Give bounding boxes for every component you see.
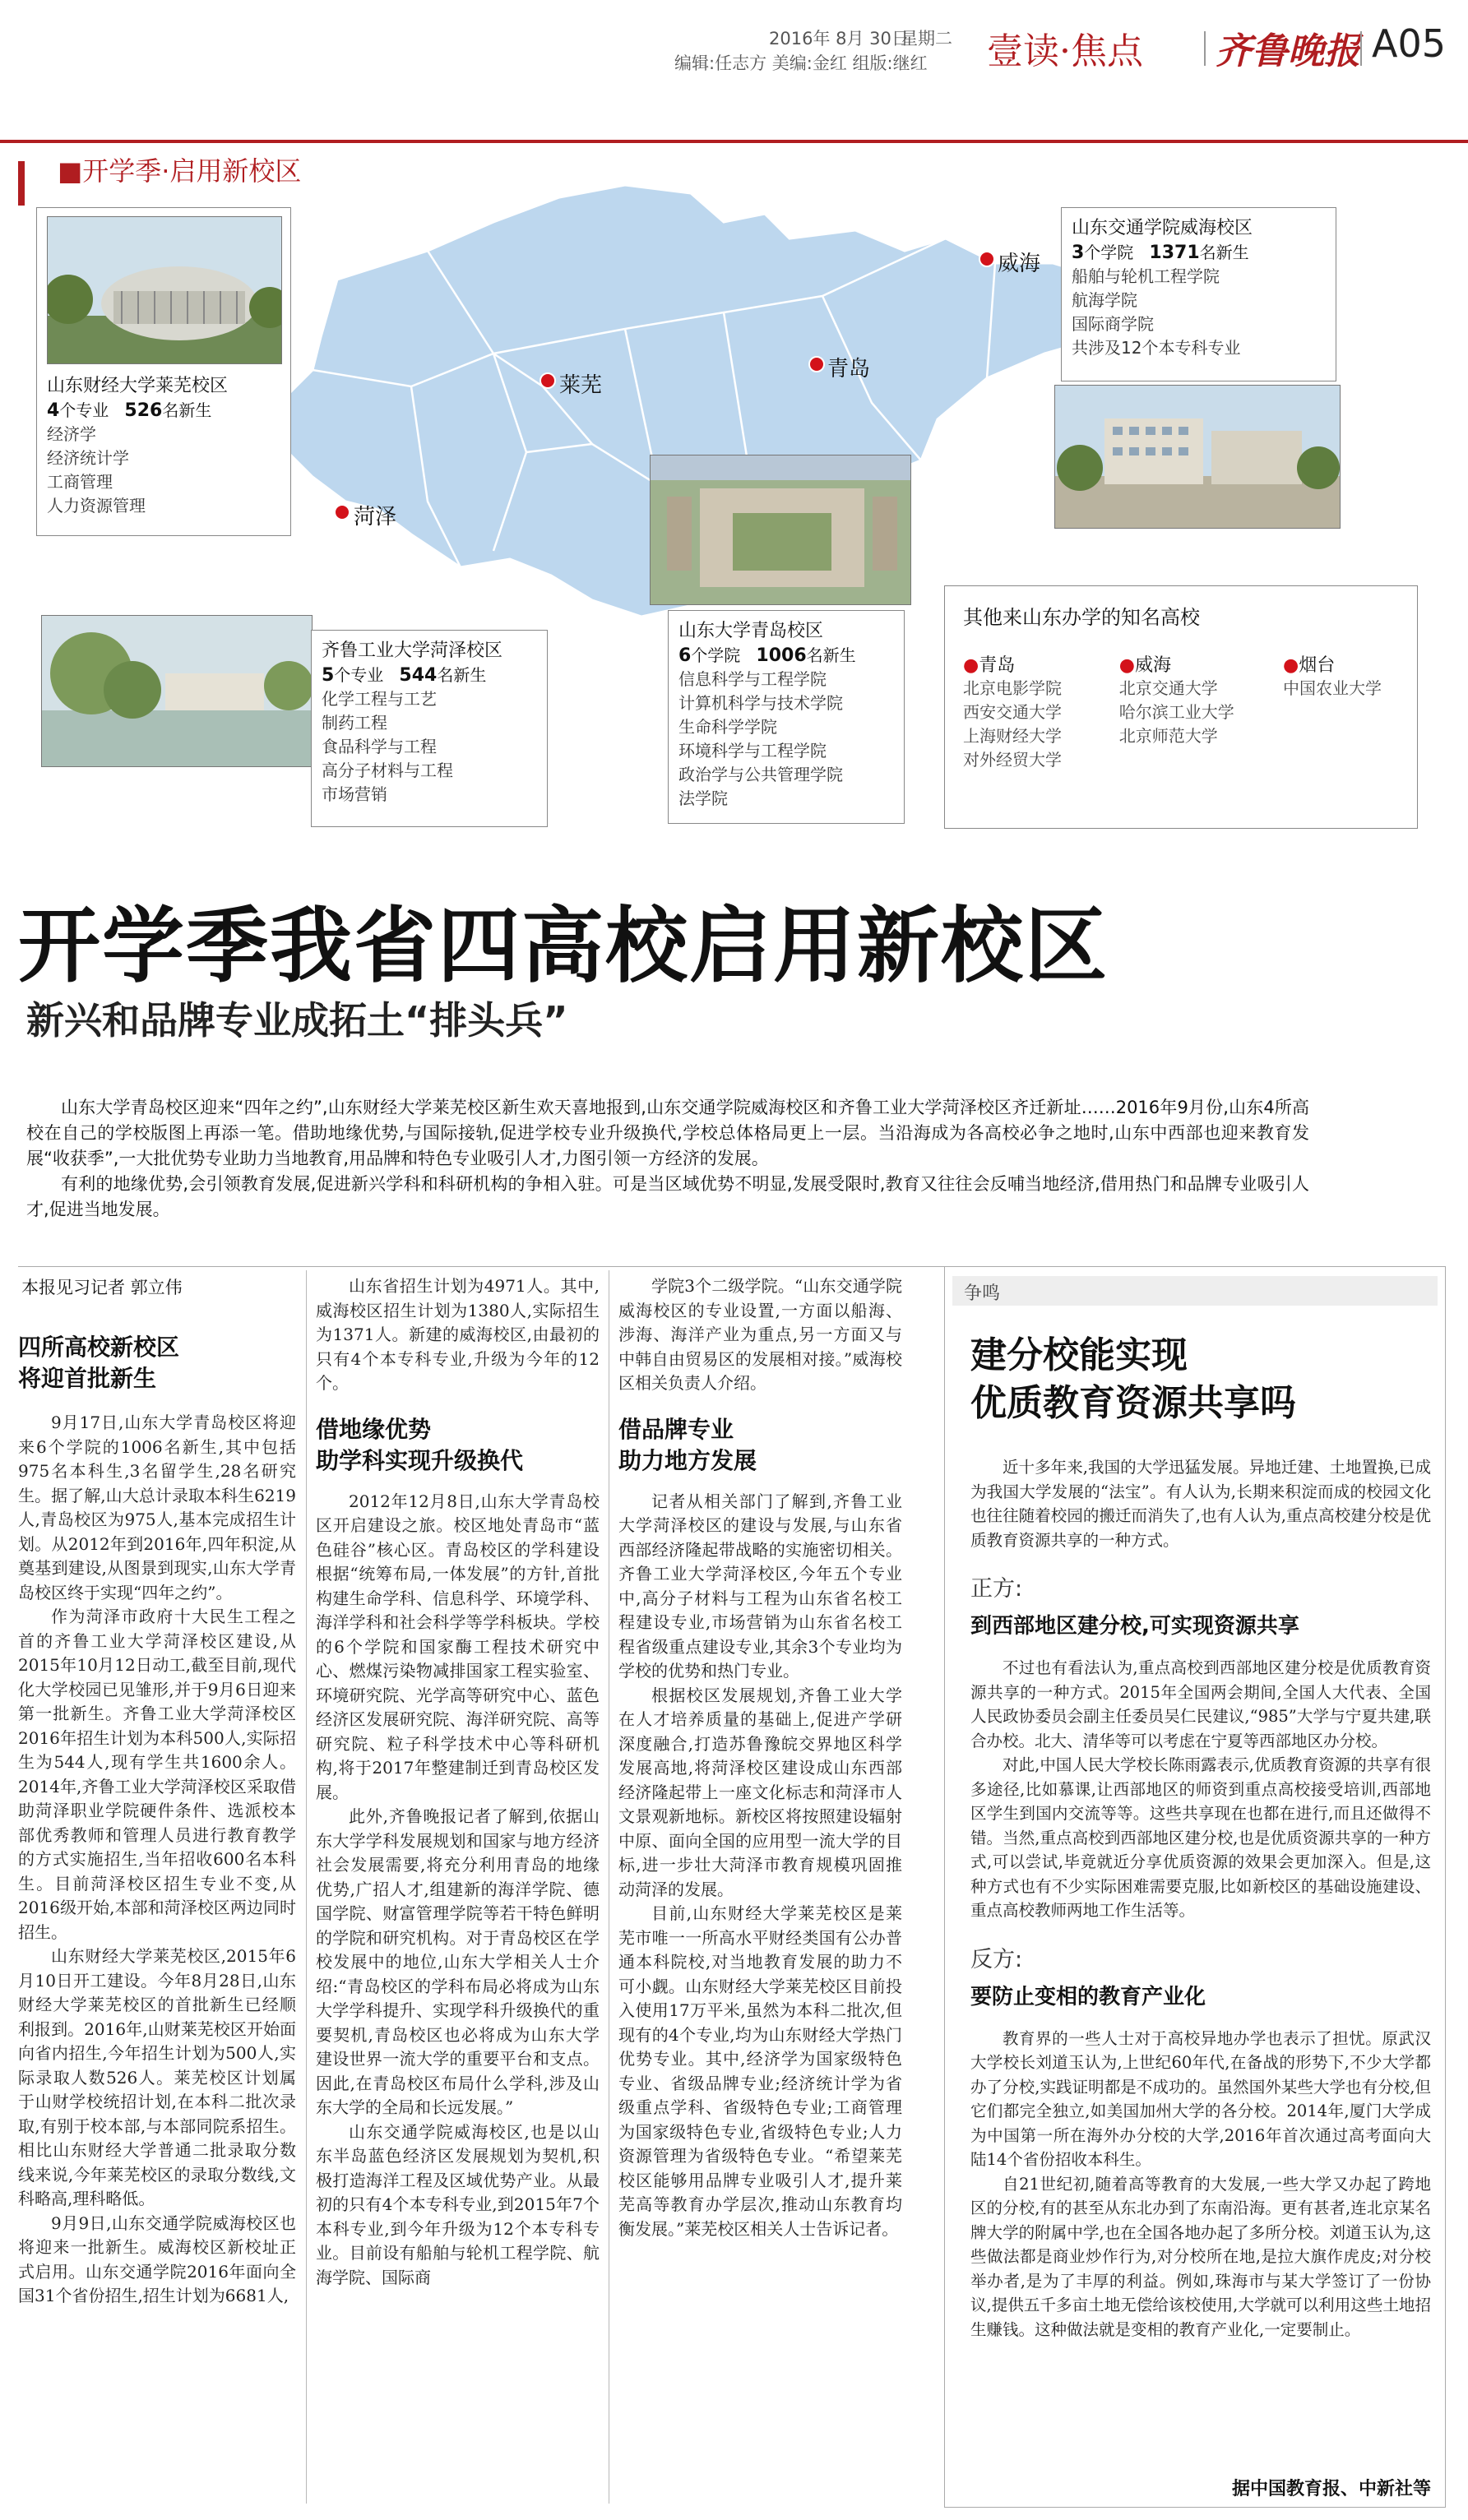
box-count-2: 526 [124, 400, 163, 421]
others-item: 哈尔滨工业大学 [1118, 702, 1234, 722]
column-heading: 借地缘优势 [316, 1415, 432, 1443]
section-title: 壹读·焦点 [987, 30, 1143, 72]
qingdao-campus-photo [650, 455, 911, 605]
others-title: 其他来山东办学的知名高校 [963, 606, 1200, 629]
paper-name: 齐鲁晚报 [1216, 30, 1360, 72]
body-paragraph: 目前,山东财经大学莱芜校区是莱芜市唯一一所高水平财经类国有公办普通本科院校,对当地教育发展的助力不可小觑。山东财经大学莱芜校区目前投入使用17万平米,虽然为本科二批次,但现有的4个专业,均为山东财经大学热门优势专业。其中,经济学为国家级特色专业、省级品牌专业;经济统计学为省级重点学科、省级特色专业;工商管理为国家级特色专业,省级特色专业;人力资源管理为省级特色专业。“希望莱芜校区能够用品牌专业吸引人才,提升莱芜高等教育办学层次,推动山东教育均衡发展。”莱芜校区相关人士告诉记者。 [618, 1903, 902, 2239]
debate-tag: 争鸣 [952, 1276, 1438, 1306]
box-line: 环境科学与工程学院 [678, 741, 827, 761]
city-label-laiwu: 莱芜 [559, 373, 603, 398]
box-unit-2: 名新生 [437, 665, 487, 685]
city-dot-weihai [979, 251, 995, 267]
others-city: 青岛 [979, 655, 1016, 676]
box-line: 高分子材料与工程 [322, 761, 453, 780]
staff-credits: 编辑:任志方 美编:金红 组版:继红 [674, 53, 928, 73]
box-count-2: 544 [399, 665, 438, 686]
article-column-3 [618, 1274, 902, 2508]
city-dot-heze [334, 504, 350, 520]
others-item: 北京交通大学 [1118, 678, 1218, 698]
box-line: 生命科学学院 [678, 717, 777, 737]
source-credit: 据中国教育报、中新社等 [1231, 2479, 1431, 2499]
box-title: 齐鲁工业大学菏泽校区 [322, 640, 503, 661]
laiwu-campus-box [36, 207, 291, 536]
others-group-qingdao: ●青岛 北京电影学院 西安交通大学 上海财经大学 对外经贸大学 [963, 651, 1095, 772]
issue-date: 2016年 8月 30日 [769, 29, 909, 49]
box-unit-2: 名新生 [162, 400, 212, 420]
box-count-1: 3 [1072, 243, 1085, 263]
city-dot-qingdao [808, 356, 825, 372]
body-paragraph: 山东省招生计划为4971人。其中,威海校区招生计划为1380人,实际招生为1371人。新建的威海校区,由最初的只有4个本专科专业,升级为今年的12个。 [316, 1276, 600, 1393]
header-divider [1204, 31, 1206, 66]
others-group-weihai: ●威海 北京交通大学 哈尔滨工业大学 北京师范大学 [1119, 651, 1258, 772]
weihai-campus-photo [1054, 385, 1341, 529]
box-line: 国际商学院 [1072, 314, 1154, 334]
others-item: 中国农业大学 [1283, 678, 1382, 698]
body-paragraph: 根据校区发展规划,齐鲁工业大学在人才培养质量的基础上,促进产学研深度融合,打造苏鲁豫皖交界地区科学发展高地,将菏泽校区建设成山东西部经济隆起带上一座文化标志和菏泽市人文景观新地标。新校区将按照建设辐射中原、面向全国的应用型一流大学的目标,进一步壮大菏泽市教育规模巩固推动菏泽的发展。 [618, 1685, 902, 1899]
body-paragraph: 此外,齐鲁晚报记者了解到,依据山东大学学科发展规划和国家与地方经济社会发展需要,将充分利用青岛的地缘优势,广招人才,组建新的海洋学院、德国学院、财富管理学院等若干特色鲜明的学院和研究机构。对于青岛校区在学校发展中的地位,山东大学相关人士介绍:“青岛校区的学科布局必将成为山东大学学科提升、实现学科升级换代的重要契机,青岛校区也必将成为山东大学建设世界一流大学的重要平台和支点。因此,在青岛校区布局什么学科,涉及山东大学的全局和长远发展。” [316, 1806, 600, 2117]
box-unit-1: 个学院 [1084, 243, 1134, 262]
column-heading: 四所高校新校区 [18, 1334, 180, 1361]
column-heading: 将迎首批新生 [18, 1365, 157, 1392]
column-divider [306, 1270, 307, 2504]
qingdao-campus-box [668, 610, 905, 824]
column-heading: 借品牌专业 [618, 1415, 734, 1443]
heze-campus-box [311, 630, 548, 827]
issue-weekday: 星期二 [901, 29, 952, 49]
body-paragraph: 2012年12月8日,山东大学青岛校区开启建设之旅。校区地处青岛市“蓝色硅谷”核心区。青岛校区的学科建设根据“统筹布局,一体发展”的方针,首批构建生命学科、信息科学、环境学科、海洋学科和社会科学等学科板块。学校的6个学院和国家酶工程技术研究中心、燃煤污染物减排国家工程实验室、环境研究院、光学高等研究中心、蓝色经济区发展研究院、海洋研究院、高等研究院、粒子科学技术中心等科研机构,将于2017年整建制迁到青岛校区发展。 [316, 1491, 600, 1802]
debate-content [970, 1332, 1431, 2499]
box-title: 山东大学青岛校区 [678, 621, 824, 641]
box-line: 航海学院 [1072, 290, 1137, 310]
box-line: 信息科学与工程学院 [678, 669, 827, 689]
others-item: 上海财经大学 [963, 726, 1062, 746]
box-count-2: 1371 [1149, 243, 1200, 263]
body-paragraph: 山东交通学院威海校区,也是以山东半岛蓝色经济区发展规划为契机,积极打造海洋工程及区域优势产业。从最初的只有4个本专科专业,到2015年7个本科专业,到今年升级为12个本专科专业。目前设有船舶与轮机工程学院、航海学院、国际商 [316, 2121, 600, 2287]
column-heading: 助学科实现升级换代 [316, 1446, 524, 1474]
other-universities-box [944, 585, 1418, 829]
lead-paragraphs [26, 1095, 1309, 1223]
page-number: A05 [1372, 21, 1447, 66]
debate-paragraph: 近十多年来,我国的大学迅猛发展。异地迁建、土地置换,已成为我国大学发展的“法宝”。有人认为,长期来积淀而成的校园文化也往往随着校园的搬迁而消失了,也有人认为,重点高校建分校是优质教育资源共享的一种方式。 [970, 1458, 1431, 1550]
city-label-qingdao: 青岛 [827, 357, 871, 381]
box-line: 经济学 [47, 424, 96, 444]
box-line: 计算机科学与技术学院 [678, 693, 843, 713]
others-item: 北京师范大学 [1118, 726, 1218, 746]
box-count-2: 1006 [756, 645, 807, 666]
body-paragraph: 9月9日,山东交通学院威海校区也将迎来一批新生。威海校区新校址正式启用。山东交通学院2016年面向全国31个省份招生,招生计划为6681人, [18, 2213, 296, 2305]
debate-title: 优质教育资源共享吗 [970, 1382, 1296, 1424]
box-unit-2: 名新生 [1199, 243, 1249, 262]
body-paragraph: 山东财经大学莱芜校区,2015年6月10日开工建设。今年8月28日,山东财经大学莱芜校区的首批新生已经顺利报到。2016年,山财莱芜校区开始面向省内招生,今年招生计划为500人,实际录取人数526人。莱芜校区计划属于山财学校统招计划,在本科二批次录取,有别于校本部,与本部同院系招生。相比山东财经大学普通二批录取分数线来说,今年莱芜校区的录取分数线,文科略高,理科略低。 [18, 1946, 296, 2208]
box-title: 山东财经大学莱芜校区 [47, 376, 229, 396]
box-line: 市场营销 [322, 784, 387, 804]
pro-label: 正方: [970, 1576, 1023, 1602]
box-count-1: 5 [322, 665, 335, 686]
box-count-1: 6 [678, 645, 692, 666]
byline: 本报见习记者 郭立伟 [21, 1278, 183, 1297]
box-title: 山东交通学院威海校区 [1072, 218, 1253, 238]
box-line: 经济统计学 [47, 448, 129, 468]
column-top-rule [18, 1266, 947, 1267]
others-item: 北京电影学院 [963, 678, 1062, 698]
headline: 开学季我省四高校启用新校区 [18, 898, 1109, 994]
con-label: 反方: [970, 1946, 1023, 1972]
box-unit-1: 个学院 [691, 645, 741, 665]
box-unit-1: 个专业 [334, 665, 384, 685]
weihai-campus-box [1061, 207, 1336, 381]
debate-paragraph: 自21世纪初,随着高等教育的大发展,一些大学又办起了跨地区的分校,有的甚至从东北办到了东南沿海。更有甚者,连北京某名牌大学的附属中学,也在全国各地办起了多所分校。刘道玉认为,这些做法都是商业炒作行为,对分校所在地,是拉大旗作虎皮;对分校举办者,是为了丰厚的利益。例如,珠海市与某大学签订了一份协议,提供五千多亩土地无偿给该校使用,大学就可以利用这些土地招生赚钱。这种做法就是变相的教育产业化,一定要制止。 [970, 2174, 1431, 2339]
box-line: 船舶与轮机工程学院 [1072, 266, 1220, 286]
subheadline: 新兴和品牌专业成拓土“排头兵” [26, 998, 568, 1043]
others-item: 西安交通大学 [963, 702, 1062, 722]
city-label-heze: 菏泽 [354, 505, 397, 529]
section-tag: ■开学季·启用新校区 [58, 155, 302, 187]
others-group-yantai: ●烟台 中国农业大学 [1283, 651, 1399, 772]
body-paragraph: 9月17日,山东大学青岛校区将迎来6个学院的1006名新生,其中包括975名本科生,3名留学生,28名研究生。据了解,山大总计录取本科生6219人,青岛校区为975人,基本完成招生计划。从2012年到2016年,四年积淀,从奠基到建设,从图景到现实,山东大学青岛校区终于实现“四年之约”。 [18, 1413, 296, 1602]
box-line: 工商管理 [47, 472, 113, 492]
pro-subtitle: 到西部地区建分校,可实现资源共享 [970, 1614, 1299, 1639]
box-unit-2: 名新生 [806, 645, 856, 665]
box-line: 人力资源管理 [47, 496, 146, 516]
article-column-1 [18, 1332, 296, 2508]
others-item: 对外经贸大学 [963, 750, 1062, 770]
box-line: 制药工程 [322, 713, 387, 733]
body-paragraph: 记者从相关部门了解到,齐鲁工业大学菏泽校区的建设与发展,与山东省西部经济隆起带战略的实施密切相关。齐鲁工业大学菏泽校区,今年五个专业中,高分子材料与工程为山东省名校工程建设专业,市场营销为山东省名校工程省级重点建设专业,其余3个专业均为学校的优势和热门专业。 [618, 1491, 902, 1681]
box-line: 政治学与公共管理学院 [678, 765, 843, 784]
article-column-2 [316, 1274, 600, 2508]
laiwu-campus-photo [47, 216, 282, 364]
city-dot-laiwu [540, 372, 556, 389]
body-paragraph: 作为菏泽市政府十大民生工程之首的齐鲁工业大学菏泽校区建设,从2015年10月12日动工,截至目前,现代化大学校园已见雏形,并于9月6日迎来第一批新生。齐鲁工业大学菏泽校区2016年招生计划为本科500人,实际招生为544人,现有学生共1600余人。2014年,齐鲁工业大学菏泽校区采取借助菏泽职业学院硬件条件、选派校本部优秀教师和管理人员进行教育教学的方式实施招生,当年招收600名本科生。目前菏泽校区招生专业不变,从2016级开始,本部和菏泽校区两边同时招生。 [18, 1607, 296, 1942]
debate-paragraph: 对此,中国人民大学校长陈雨露表示,优质教育资源的共享有很多途径,比如慕课,让西部地区的师资到重点高校接受培训,西部地区学生到国内交流等等。这些共享现在也都在进行,而且还做得不错。当然,重点高校到西部地区建分校,也是优质资源共享的一种方式,可以尝试,毕竟就近分享优质资源的效果会更加深入。但是,这种方式也有不少实际困难需要克服,比如新校区的基础设施建设、重点高校教师两地工作生活等。 [970, 1755, 1431, 1920]
heze-campus-photo [41, 615, 313, 767]
body-paragraph: 学院3个二级学院。“山东交通学院威海校区的专业设置,一方面以船海、涉海、海洋产业为重点,另一方面又与中韩自由贸易区的发展相对接。”威海校区相关负责人介绍。 [618, 1276, 902, 1393]
column-heading: 助力地方发展 [618, 1446, 757, 1474]
box-line: 共涉及12个本专科专业 [1072, 338, 1241, 358]
city-label-weihai: 威海 [998, 252, 1041, 276]
box-unit-1: 个专业 [59, 400, 109, 420]
lead-paragraph: 有利的地缘优势,会引领教育发展,促进新兴学科和科研机构的争相入驻。可是当区域优势不明显,发展受限时,教育又往往会反哺当地经济,借用热门和品牌专业吸引人才,促进当地发展。 [26, 1174, 1309, 1219]
header-divider [1360, 31, 1362, 66]
box-count-1: 4 [47, 400, 60, 421]
box-line: 食品科学与工程 [322, 737, 437, 756]
box-line: 法学院 [678, 788, 728, 808]
box-line: 化学工程与工艺 [322, 689, 437, 709]
debate-title: 建分校能实现 [970, 1334, 1188, 1376]
debate-paragraph: 教育界的一些人士对于高校异地办学也表示了担忧。原武汉大学校长刘道玉认为,上世纪60年代,在备战的形势下,不少大学都办了分校,实践证明都是不成功的。虽然国外某些大学也有分校,但它们都完全独立,如美国加州大学的各分校。2014年,厦门大学成为中国第一所在海外办分校的大学,2016年首次通过高考面向大陆14个省份招收本科生。 [970, 2028, 1431, 2169]
lead-paragraph: 山东大学青岛校区迎来“四年之约”,山东财经大学莱芜校区新生欢天喜地报到,山东交通学院威海校区和齐鲁工业大学菏泽校区齐迁新址……2016年9月份,山东4所高校在自己的学校版图上再添一笔。借助地缘优势,与国际接轨,促进学校专业升级换代,学校总体格局更上一层。当沿海成为各高校必争之地时,山东中西部也迎来教育发展“收获季”,一大批优势专业助力当地教育,用品牌和特色专业吸引人才,力图引领一方经济的发展。 [26, 1098, 1309, 1168]
others-city: 烟台 [1299, 655, 1336, 676]
others-city: 威海 [1135, 655, 1172, 676]
header-rule [0, 140, 1468, 143]
con-subtitle: 要防止变相的教育产业化 [970, 1984, 1206, 2009]
debate-paragraph: 不过也有看法认为,重点高校到西部地区建分校是优质教育资源共享的一种方式。2015年全国两会期间,全国人大代表、全国人民政协委员会副主任委员吴仁民建议,“985”大学与宁夏共建,联合办校。北大、清华等可以考虑在宁夏等西部地区办分校。 [970, 1658, 1431, 1750]
